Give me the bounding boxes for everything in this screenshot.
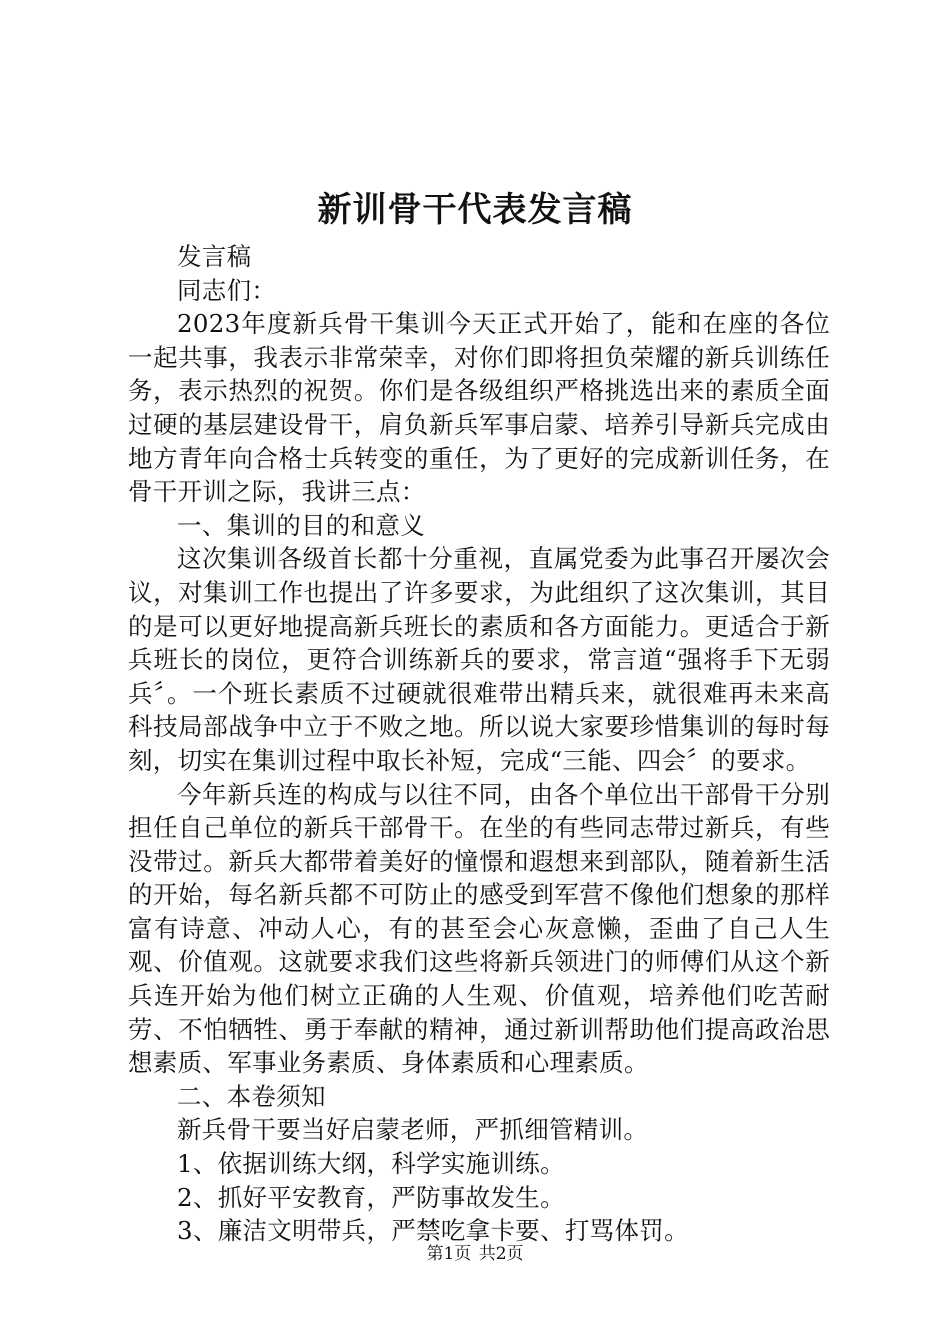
paragraph-section-1-body-2: 今年新兵连的构成与以往不同，由各个单位出干部骨干分别担任自己单位的新兵干部骨干。在坐的有些同志带过新兵，有些没带过。新兵大都带着美好的憧憬和遐想来到部队，随着新生活的开始，每名新兵都不可防止的感受到军营不像他们想象的那样富有诗意、冲动人心，有的甚至会心灰意懒，歪曲了自己人生观、价值观。这就要求我们这些将新兵领进门的师傅们从这个新兵连开始为他们树立正确的人生观、价值观，培养他们吃苦耐劳、不怕牺牲、勇于奉献的精神，通过新训帮助他们提高政治思想素质、军事业务素质、身体素质和心理素质。	[128, 779, 830, 1078]
paragraph-salutation: 同志们：	[177, 275, 277, 305]
paragraph-intro: 2023年度新兵骨干集训今天正式开始了，能和在座的各位一起共事，我表示非常荣幸，对你们即将担负荣耀的新兵训练任务，表示热烈的祝贺。你们是各级组织严格挑选出来的素质全面过硬的基层建设骨干，肩负新兵军事启蒙、培养引导新兵完成由地方青年向合格士兵转变的重任，为了更好的完成新训任务，在骨干开训之际，我讲三点：	[128, 309, 830, 507]
page-total: 共2页	[478, 1244, 524, 1264]
page-title: 新训骨干代表发言稿	[317, 190, 633, 230]
document-body	[128, 240, 830, 1248]
page-number: 第1页	[426, 1244, 472, 1264]
page-footer	[0, 1242, 950, 1266]
list-item-2: 2、抓好平安教育，严防事故发生。	[177, 1182, 565, 1212]
paragraph-label: 发言稿	[177, 242, 252, 271]
list-item-1: 1、依据训练大纲，科学实施训练。	[177, 1149, 565, 1179]
paragraph-section-1-body: 这次集训各级首长都十分重视，直属党委为此事召开屡次会议，对集训工作也提出了许多要求，为此组织了这次集训，其目的是可以更好地提高新兵班长的素质和各方面能力。更适合于新兵班长的岗位，更符合训练新兵的要求，常言道“强将手下无弱兵〞。一个班长素质不过硬就很难带出精兵来，就很难再未来高科技局部战争中立于不败之地。所以说大家要珍惜集训的每时每刻，切实在集训过程中取长补短，完成“三能、四会〞的要求。	[128, 544, 831, 775]
list-item-3: 3、廉洁文明带兵，严禁吃拿卡要、打骂体罚。	[177, 1216, 689, 1246]
paragraph-section-2-intro: 新兵骨干要当好启蒙老师，严抓细管精训。	[177, 1115, 649, 1145]
section-heading-2: 二、本卷须知	[177, 1081, 326, 1111]
section-heading-1: 一、集训的目的和意义	[177, 510, 425, 540]
